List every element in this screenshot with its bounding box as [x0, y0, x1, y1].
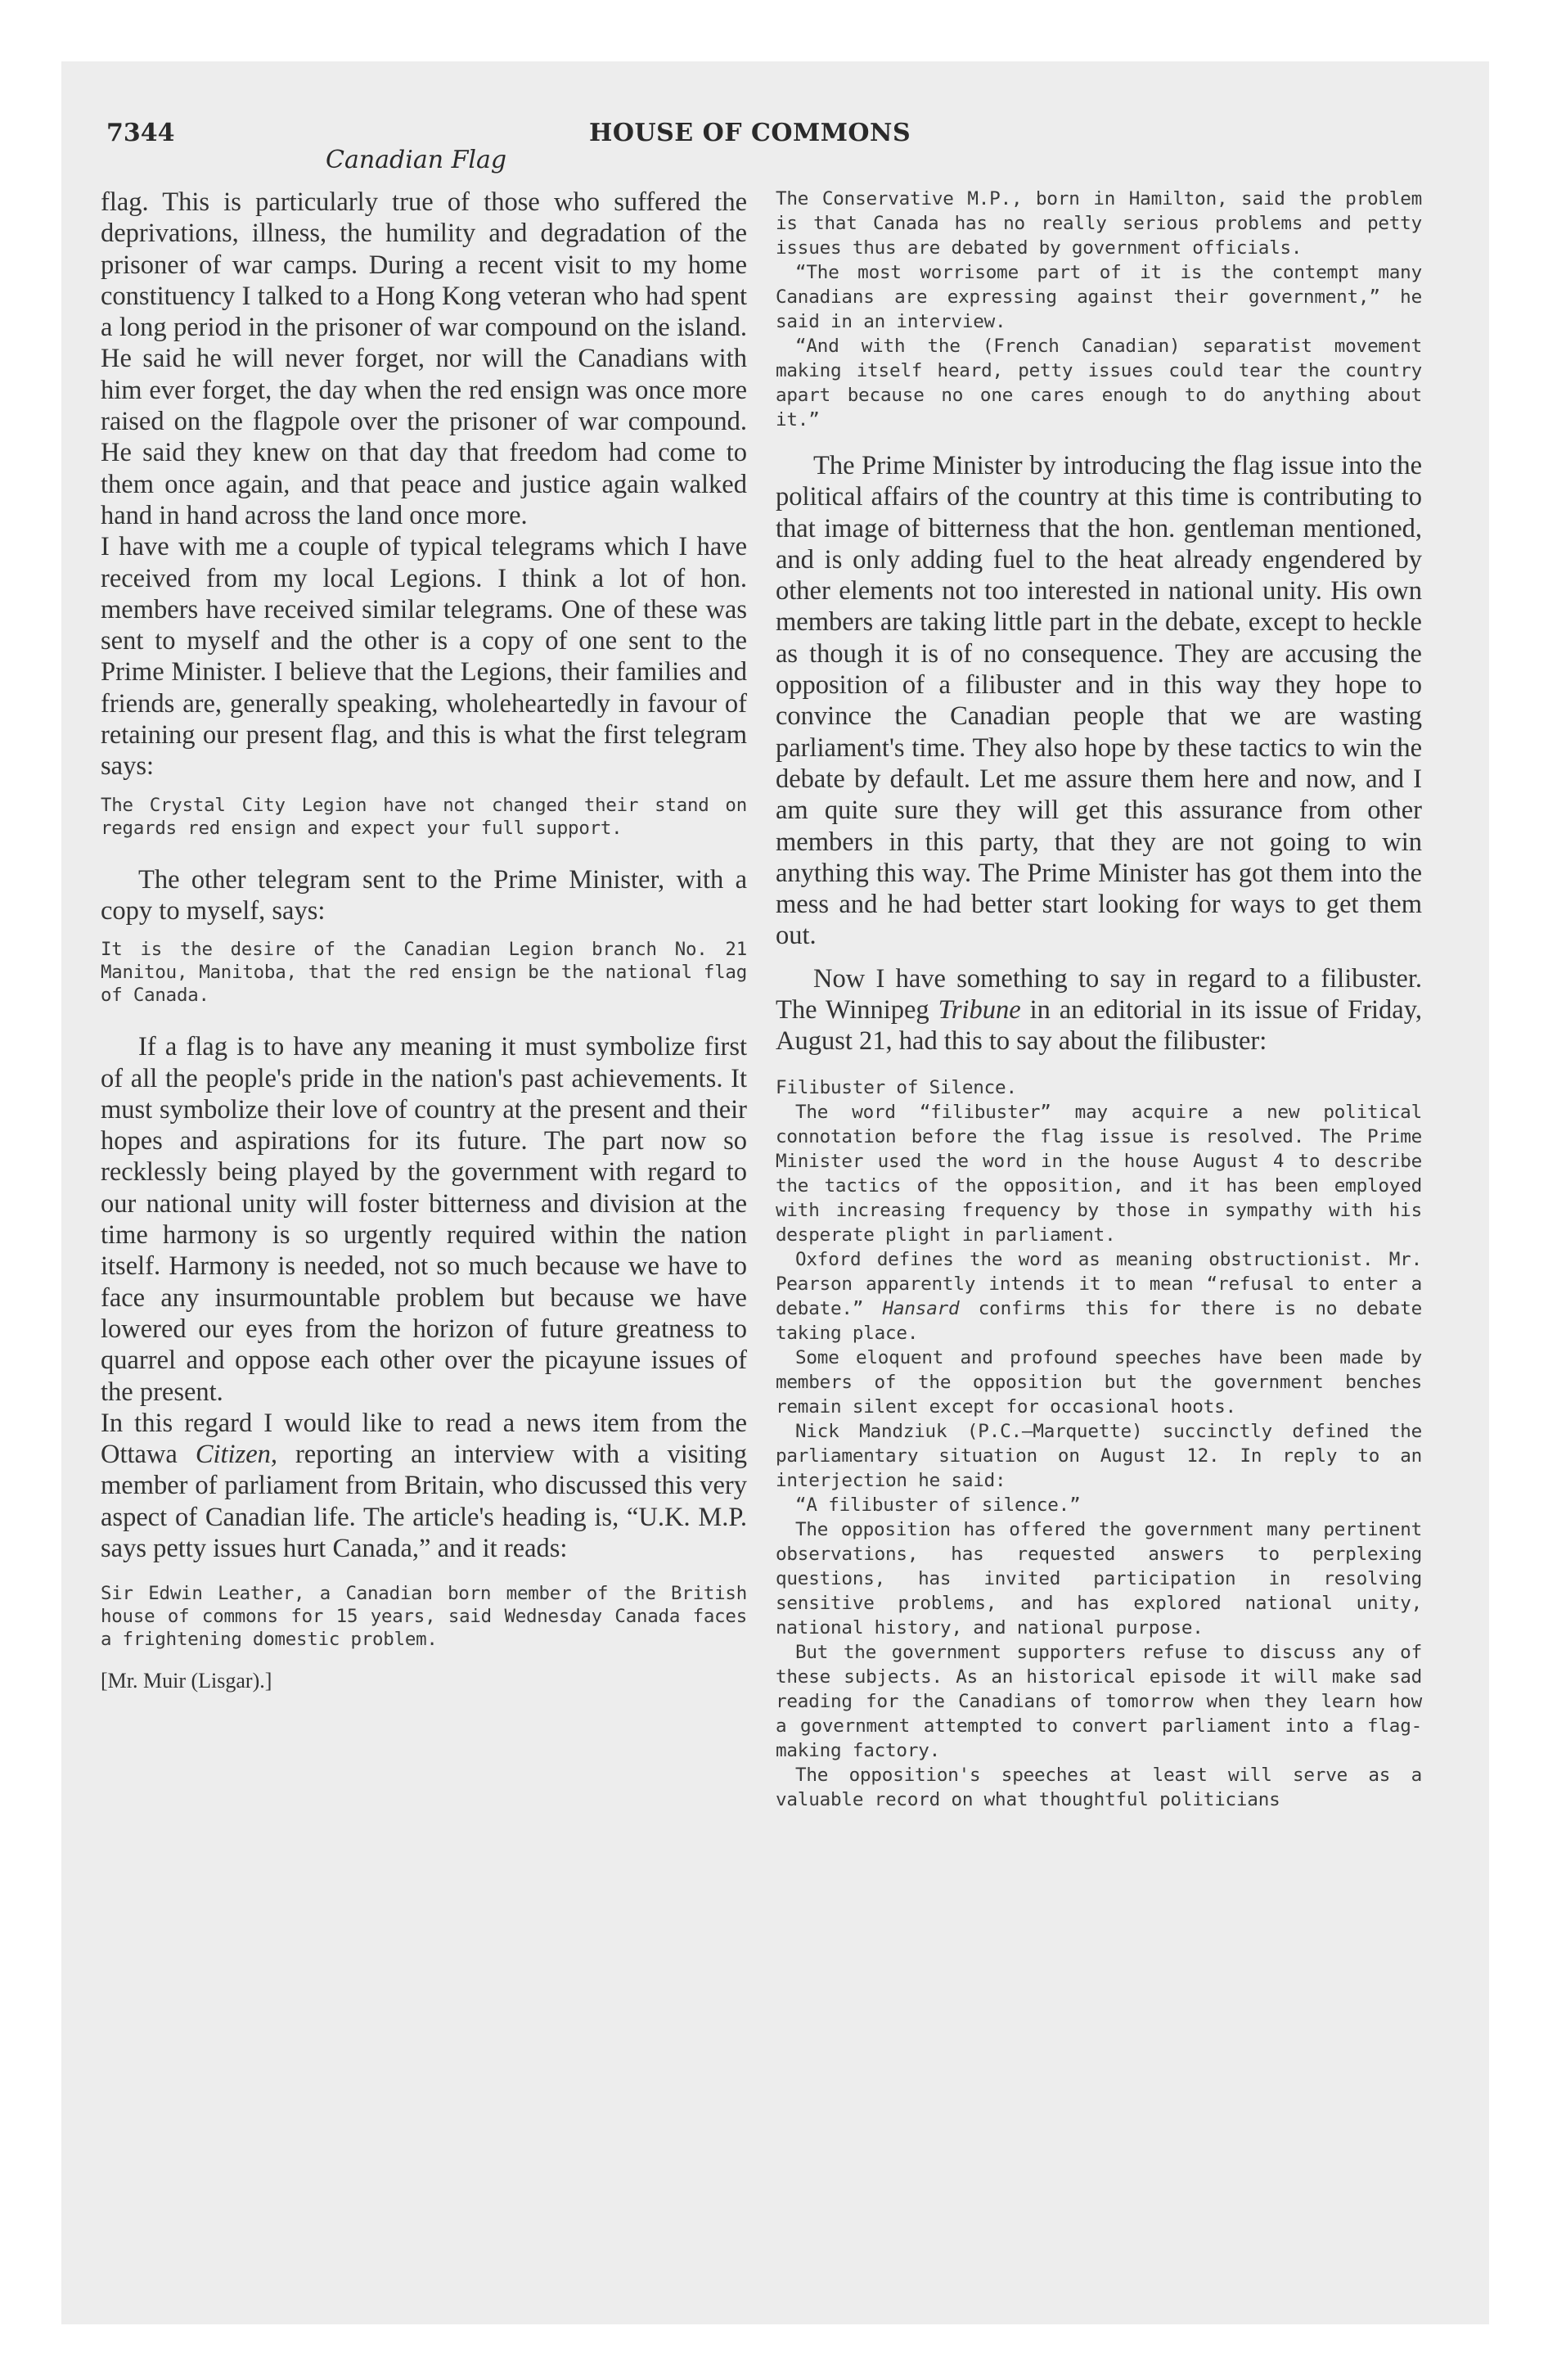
body-paragraph: The Prime Minister by introducing the flag issue into the political affairs of the country at this time is contributing to that image of bitterness that the hon. gentleman mentioned, and is only adding fuel to the heat already engendered by other elements not too interested in national unity. His own members are taking little part in the debate, except to heckle as though it is of no consequence. They are accusing the opposition of a filibuster and in this way they hope to convince the Canadian people that we are wasting parliament's time. They also hope by these tactics to win the debate by default. Let me assure them here and now, and I am quite sure they will get this assurance from other members in this party, that they are not going to win anything this way. The Prime Minister has got them into the mess and he had better start looking for ways to get them out.	[776, 451, 1422, 951]
editorial-quote: The word “filibuster” may acquire a new political connotation before the flag issue is resolved. The Prime Minister used the word in the house August 4 to describe the tactics of the opposition, and it has been employed with increasing frequency by those in sympathy with his desperate plight in parliament.	[776, 1101, 1422, 1246]
body-paragraph: If a flag is to have any meaning it must symbolize first of all the people's pride in the nation's past achievements. It must symbolize their love of country at the present and their hopes and aspirations for its future. The part now so recklessly being played by the government with regard to our national unity will foster bitterness and division at the time harmony is so urgently required within the nation itself. Harmony is needed, not so much because we have to face any insurmountable problem but because we have lowered our eyes from the horizon of future greatness to quarrel and oppose each other over the picayune issues of the present.	[101, 1032, 747, 1407]
editorial-quote: The opposition's speeches at least will serve as a valuable record on what thoughtful politicians	[776, 1764, 1422, 1810]
telegram-quote: The Crystal City Legion have not changed their stand on regards red ensign and expect your full support.	[101, 794, 747, 839]
news-quote: The Conservative M.P., born in Hamilton, said the problem is that Canada has no really serious problems and petty issues thus are debated by government officials.	[776, 188, 1422, 259]
newspaper-name: Citizen,	[195, 1440, 278, 1470]
news-quote: “The most worrisome part of it is the contempt many Canadians are expressing against their government,” he said in an interview.	[776, 262, 1422, 332]
left-column	[101, 187, 747, 2298]
page-number: 7344	[106, 119, 175, 147]
body-paragraph: I have with me a couple of typical telegrams which I have received from my local Legions. I think a lot of hon. members have received similar telegrams. One of these was sent to myself and the other is a copy of one sent to the Prime Minister. I believe that the Legions, their families and friends are, generally speaking, wholeheartedly in favour of retaining our present flag, and this is what the first telegram says:	[101, 532, 747, 782]
editorial-quote: Oxford defines the word as meaning obstructionist. Mr. Pearson apparently intends it to mean “refusal to enter a debate.” Hansard confirms this for there is no debate taking place.	[776, 1248, 1423, 1344]
newspaper-name: Tribune	[938, 995, 1021, 1025]
section-heading: Canadian Flag	[326, 146, 507, 174]
page-title: HOUSE OF COMMONS	[589, 119, 911, 147]
telegram-quote: It is the desire of the Canadian Legion branch No. 21 Manitou, Manitoba, that the red ensign be the national flag of Canada.	[101, 939, 747, 1007]
editorial-quote: Nick Mandziuk (P.C.—Marquette) succinctly defined the parliamentary situation on August 12. In reply to an interjection he said:	[776, 1420, 1422, 1491]
body-paragraph: Now I have something to say in regard to a filibuster. The Winnipeg Tribune in an editorial in its issue of Friday, August 21, had this to say about the filibuster:	[776, 963, 1422, 1057]
editorial-title: Filibuster of Silence.	[776, 1076, 1017, 1098]
editorial-quote: Some eloquent and profound speeches have been made by members of the opposition but the government benches remain silent except for occasional hoots.	[776, 1346, 1422, 1418]
editorial-quote: “A filibuster of silence.”	[795, 1494, 1081, 1516]
body-paragraph: flag. This is particularly true of those who suffered the deprivations, illness, the humility and degradation of the prisoner of war camps. During a recent visit to my home constituency I talked to a Hong Kong veteran who had spent a long period in the prisoner of war compound on the island. He said he will never forget, nor will the Canadians with him ever forget, the day when the red ensign was once more raised on the flagpole over the prisoner of war compound. He said they knew on that day that freedom had come to them once again, and that peace and justice again walked hand in hand across the land once more.	[101, 187, 747, 530]
news-quote: Sir Edwin Leather, a Canadian born member of the British house of commons for 15 years, said Wednesday Canada faces a frightening domestic problem.	[101, 1583, 747, 1651]
page-header	[0, 119, 1548, 151]
body-paragraph: The other telegram sent to the Prime Minister, with a copy to myself, says:	[101, 864, 747, 926]
editorial-quote: But the government supporters refuse to discuss any of these subjects. As an historical episode it will make sad reading for the Canadians of tomorrow when they learn how a government attempted to convert parliament into a flag-making factory.	[776, 1641, 1422, 1761]
body-paragraph: In this regard I would like to read a news item from the Ottawa Citizen, reporting an interview with a visiting member of parliament from Britain, who discussed this very aspect of Canadian life. The article's heading is, “U.K. M.P. says petty issues hurt Canada,” and it reads:	[101, 1408, 747, 1563]
speaker-attribution: [Mr. Muir (Lisgar).]	[101, 1669, 272, 1693]
right-column	[776, 187, 1422, 2298]
news-quote: “And with the (French Canadian) separatist movement making itself heard, petty issues could tear the country apart because no one cares enough to do anything about it.”	[776, 336, 1422, 430]
publication-name: Hansard	[882, 1297, 960, 1319]
editorial-quote: The opposition has offered the government many pertinent observations, has requested answers to perplexing questions, has invited participation in resolving sensitive problems, and has explored national unity, national history, and national purpose.	[776, 1518, 1422, 1639]
